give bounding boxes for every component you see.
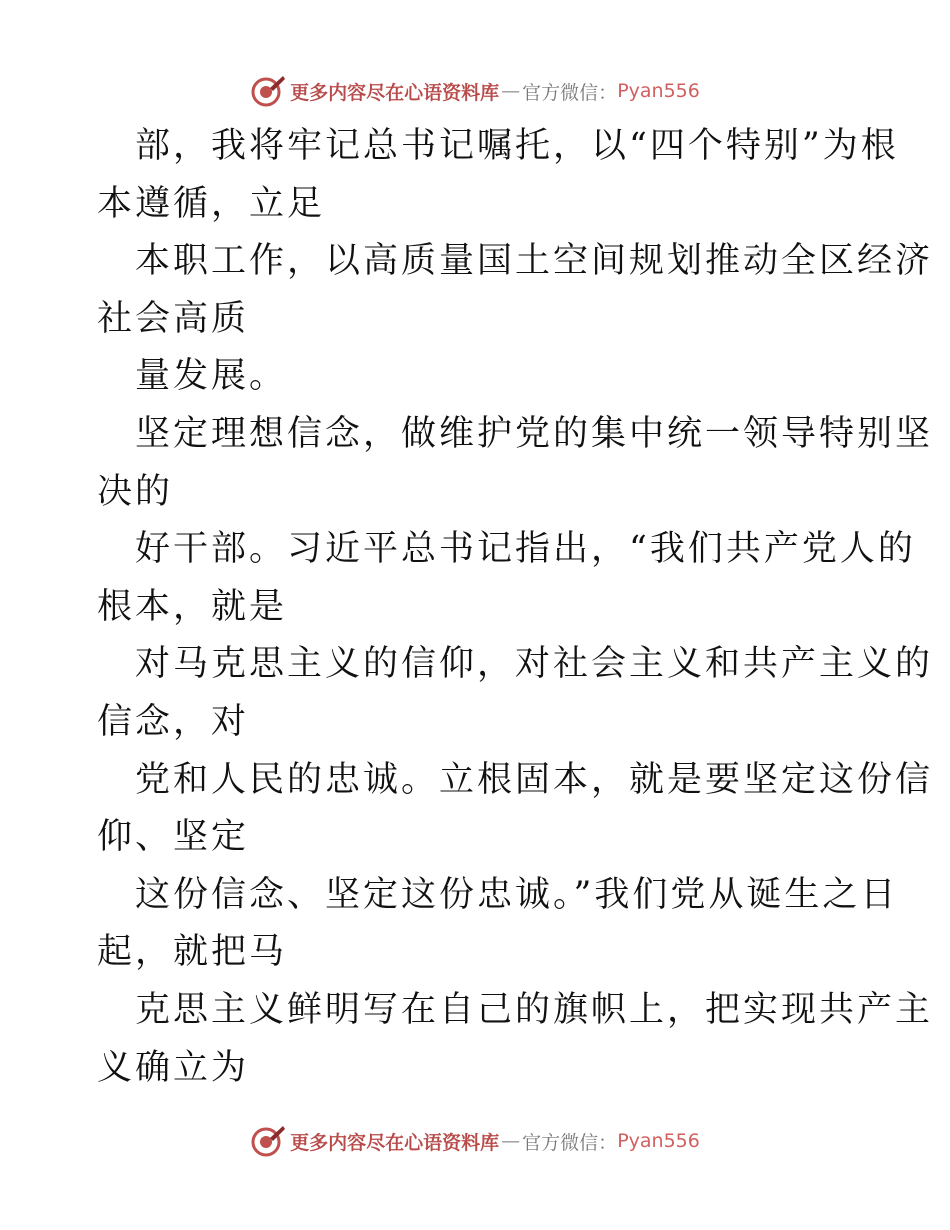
text-line: 部，我将牢记总书记嘱托，以“四个特别”为根 — [135, 126, 899, 166]
text-line: 起，就把马 — [97, 932, 288, 973]
text-line: 党和人民的忠诚。立根固本，就是要坚定这份信 — [135, 759, 934, 800]
header-banner — [0, 74, 950, 108]
banner-main-text: 更多内容尽在心语资料库 — [290, 81, 500, 104]
banner-wechat-id: Pyan556 — [617, 80, 700, 102]
text-line: 这份信念、坚定这份忠诚。”我们党从诞生之日 — [135, 874, 899, 915]
text-line: 社会高质 — [97, 298, 250, 339]
text-line: 好干部。习近平总书记指出，“我们共产党人的 — [135, 529, 916, 570]
banner-sub-text: 官方微信： — [522, 81, 618, 104]
text-line: 克思主义鲜明写在自己的旗帜上，把实现共产主 — [135, 989, 934, 1030]
text-line: 本遵循，立足 — [97, 183, 326, 224]
text-line: 决的 — [97, 471, 174, 512]
text-line: 仰、坚定 — [97, 817, 250, 858]
text-line: 量发展。 — [135, 356, 288, 397]
text-line: 信念，对 — [97, 701, 250, 742]
text-line: 本职工作，以高质量国土空间规划推动全区经济 — [135, 241, 934, 282]
text-line: 根本，就是 — [97, 586, 288, 627]
text-line: 义确立为 — [97, 1047, 250, 1088]
footer-banner — [0, 1124, 950, 1158]
logo-icon — [250, 1124, 286, 1158]
banner-sub-text: 官方微信： — [522, 1131, 618, 1154]
logo-icon — [250, 74, 286, 108]
banner-main-text: 更多内容尽在心语资料库 — [290, 1131, 500, 1154]
document-body — [97, 118, 934, 1097]
text-line: 坚定理想信念，做维护党的集中统一领导特别坚 — [135, 413, 934, 454]
banner-dash: — — [501, 80, 521, 102]
banner-wechat-id: Pyan556 — [617, 1130, 700, 1152]
banner-dash: — — [501, 1130, 521, 1152]
text-line: 对马克思主义的信仰，对社会主义和共产主义的 — [135, 644, 934, 685]
